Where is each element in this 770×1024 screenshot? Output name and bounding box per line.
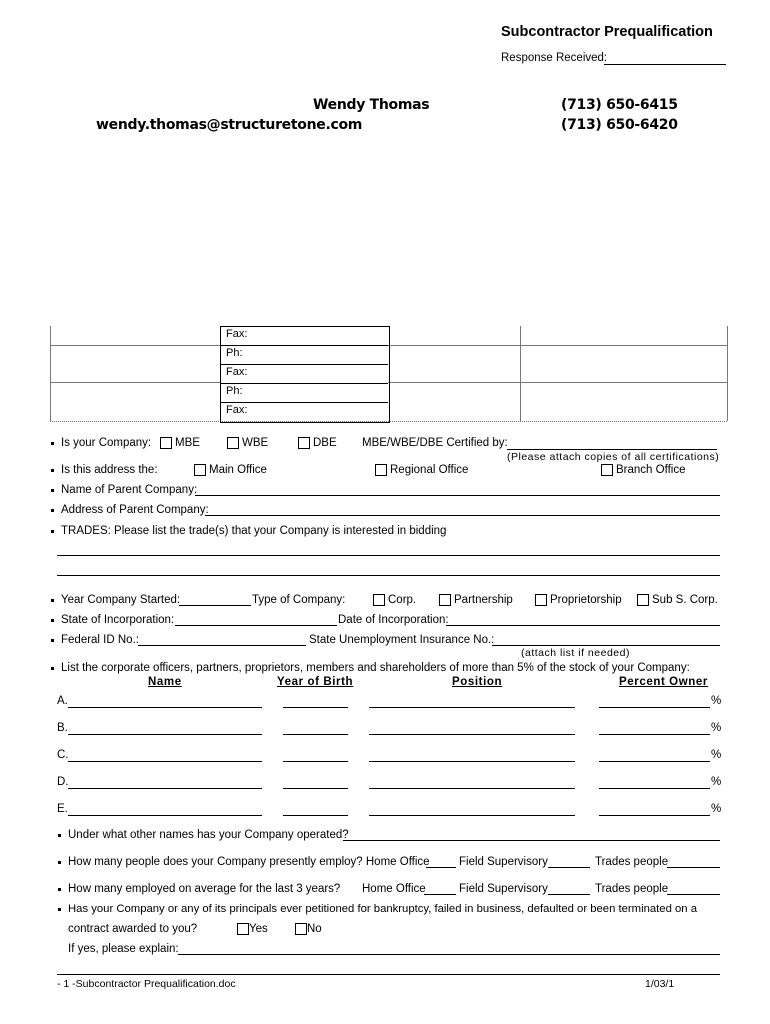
other-names-label: Under what other names has your Company operated?	[68, 829, 349, 841]
employ-field-sup-field[interactable]	[548, 867, 590, 868]
corp-label: Corp.	[388, 594, 417, 606]
wbe-checkbox[interactable]	[227, 437, 239, 449]
regional-office-label: Regional Office	[390, 464, 469, 476]
footer-filename: - 1 -Subcontractor Prequalification.doc	[57, 978, 236, 990]
year-started-field[interactable]	[179, 605, 251, 606]
officer-percent-field[interactable]	[599, 788, 710, 789]
employ-label: How many people does your Company presently employ? Home Office	[68, 856, 430, 868]
officer-name-field[interactable]	[68, 761, 262, 762]
certified-by-field[interactable]	[507, 449, 717, 450]
dbe-checkbox[interactable]	[298, 437, 310, 449]
avg-trades-label: Trades people	[595, 883, 669, 895]
row-letter: E.	[57, 803, 68, 815]
form-title: Subcontractor Prequalification	[501, 24, 713, 40]
avg-home-office-label: Home Office	[362, 883, 426, 895]
date-incorporation-label: Date of Incorporation:	[338, 614, 449, 626]
certified-by-label: MBE/WBE/DBE Certified by:	[362, 437, 508, 449]
attach-list-note: (attach list if needed)	[521, 647, 630, 659]
col-header-percent-owner: Percent Owner	[619, 676, 708, 688]
date-incorporation-field[interactable]	[446, 625, 720, 626]
state-incorporation-label: State of Incorporation:	[61, 614, 175, 626]
avg-trades-field[interactable]	[667, 894, 720, 895]
bankruptcy-no-checkbox[interactable]	[295, 923, 307, 935]
regional-office-checkbox[interactable]	[375, 464, 387, 476]
federal-id-label: Federal ID No.:	[61, 634, 139, 646]
table-ph-1: Ph:	[226, 347, 243, 359]
percent-sign: %	[711, 776, 722, 788]
row-letter: C.	[57, 749, 69, 761]
company-type-question: Is your Company:	[61, 437, 152, 449]
avg-home-office-field[interactable]	[424, 894, 456, 895]
percent-sign: %	[711, 722, 722, 734]
dbe-label: DBE	[313, 437, 337, 449]
branch-office-label: Branch Office	[616, 464, 686, 476]
officer-name-field[interactable]	[68, 734, 262, 735]
officer-position-field[interactable]	[369, 734, 575, 735]
row-letter: D.	[57, 776, 69, 788]
avg-field-sup-label: Field Supervisory	[459, 883, 548, 895]
mbe-label: MBE	[175, 437, 200, 449]
percent-sign: %	[711, 695, 722, 707]
employ-trades-label: Trades people	[595, 856, 669, 868]
parent-address-label: Address of Parent Company:	[61, 504, 209, 516]
response-received-label: Response Received:	[501, 52, 608, 64]
officer-percent-field[interactable]	[599, 707, 710, 708]
officers-prompt: List the corporate officers, partners, proprietors, members and shareholders of more than 5% of the stock of your Company:	[61, 662, 690, 674]
officer-percent-field[interactable]	[599, 734, 710, 735]
bankruptcy-question-line2: contract awarded to you?	[68, 923, 198, 935]
other-names-field[interactable]	[343, 840, 720, 841]
officer-birth-field[interactable]	[283, 815, 348, 816]
officer-position-field[interactable]	[369, 815, 575, 816]
parent-address-field[interactable]	[205, 515, 720, 516]
corp-checkbox[interactable]	[373, 594, 385, 606]
officer-name-field[interactable]	[68, 707, 262, 708]
address-type-question: Is this address the:	[61, 464, 158, 476]
partnership-checkbox[interactable]	[439, 594, 451, 606]
attach-certifications-note: (Please attach copies of all certifications)	[507, 451, 720, 463]
col-header-position: Position	[452, 676, 503, 688]
explain-field[interactable]	[178, 954, 720, 955]
row-letter: B.	[57, 722, 68, 734]
table-ph-2: Ph:	[226, 385, 243, 397]
bankruptcy-no-label: No	[307, 923, 322, 935]
avg-field-sup-field[interactable]	[548, 894, 590, 895]
percent-sign: %	[711, 749, 722, 761]
contact-email: wendy.thomas@structuretone.com	[96, 117, 363, 133]
contact-name: Wendy Thomas	[313, 97, 430, 113]
employ-field-sup-label: Field Supervisory	[459, 856, 548, 868]
employ-trades-field[interactable]	[667, 867, 720, 868]
response-received-field[interactable]	[604, 64, 726, 65]
federal-id-field[interactable]	[138, 645, 306, 646]
bankruptcy-yes-label: Yes	[249, 923, 268, 935]
sub-s-corp-label: Sub S. Corp.	[652, 594, 718, 606]
officer-birth-field[interactable]	[283, 761, 348, 762]
wbe-label: WBE	[242, 437, 269, 449]
year-started-label: Year Company Started:	[61, 594, 181, 606]
trades-label: TRADES: Please list the trade(s) that your Company is interested in bidding	[61, 525, 447, 537]
table-fax-1: Fax:	[226, 328, 248, 340]
contact-phone-2: (713) 650-6420	[561, 117, 678, 133]
officer-name-field[interactable]	[68, 815, 262, 816]
bankruptcy-yes-checkbox[interactable]	[237, 923, 249, 935]
col-header-year-of-birth: Year of Birth	[277, 676, 354, 688]
footer-date: 1/03/1	[645, 978, 675, 990]
branch-office-checkbox[interactable]	[601, 464, 613, 476]
company-type-label: Type of Company:	[252, 594, 346, 606]
col-header-name: Name	[148, 676, 182, 688]
state-unemployment-label: State Unemployment Insurance No.:	[309, 634, 495, 646]
main-office-checkbox[interactable]	[194, 464, 206, 476]
employ-home-office-field[interactable]	[426, 867, 456, 868]
partnership-label: Partnership	[454, 594, 513, 606]
trades-field-1[interactable]	[57, 555, 720, 556]
percent-sign: %	[711, 803, 722, 815]
state-incorporation-field[interactable]	[175, 625, 337, 626]
proprietorship-checkbox[interactable]	[535, 594, 547, 606]
officer-position-field[interactable]	[369, 707, 575, 708]
mbe-checkbox[interactable]	[160, 437, 172, 449]
officer-position-field[interactable]	[369, 761, 575, 762]
parent-name-label: Name of Parent Company:	[61, 484, 198, 496]
sub-s-corp-checkbox[interactable]	[637, 594, 649, 606]
row-letter: A.	[57, 695, 68, 707]
officer-birth-field[interactable]	[283, 788, 348, 789]
main-office-label: Main Office	[209, 464, 267, 476]
officer-name-field[interactable]	[68, 788, 262, 789]
parent-name-field[interactable]	[195, 495, 720, 496]
avg-employed-label: How many employed on average for the last 3 years?	[68, 883, 341, 895]
footer-rule	[57, 974, 720, 975]
state-unemployment-field[interactable]	[492, 645, 720, 646]
officer-percent-field[interactable]	[599, 761, 710, 762]
officer-birth-field[interactable]	[283, 707, 348, 708]
bankruptcy-question-line1: Has your Company or any of its principals ever petitioned for bankruptcy, failed in business, defaulted or been terminated on a	[68, 903, 698, 915]
table-fax-3: Fax:	[226, 404, 248, 416]
proprietorship-label: Proprietorship	[550, 594, 622, 606]
officer-percent-field[interactable]	[599, 815, 710, 816]
officer-position-field[interactable]	[369, 788, 575, 789]
contact-phone-1: (713) 650-6415	[561, 97, 678, 113]
table-fax-2: Fax:	[226, 366, 248, 378]
trades-field-2[interactable]	[57, 575, 720, 576]
explain-label: If yes, please explain:	[68, 943, 179, 955]
officer-birth-field[interactable]	[283, 734, 348, 735]
